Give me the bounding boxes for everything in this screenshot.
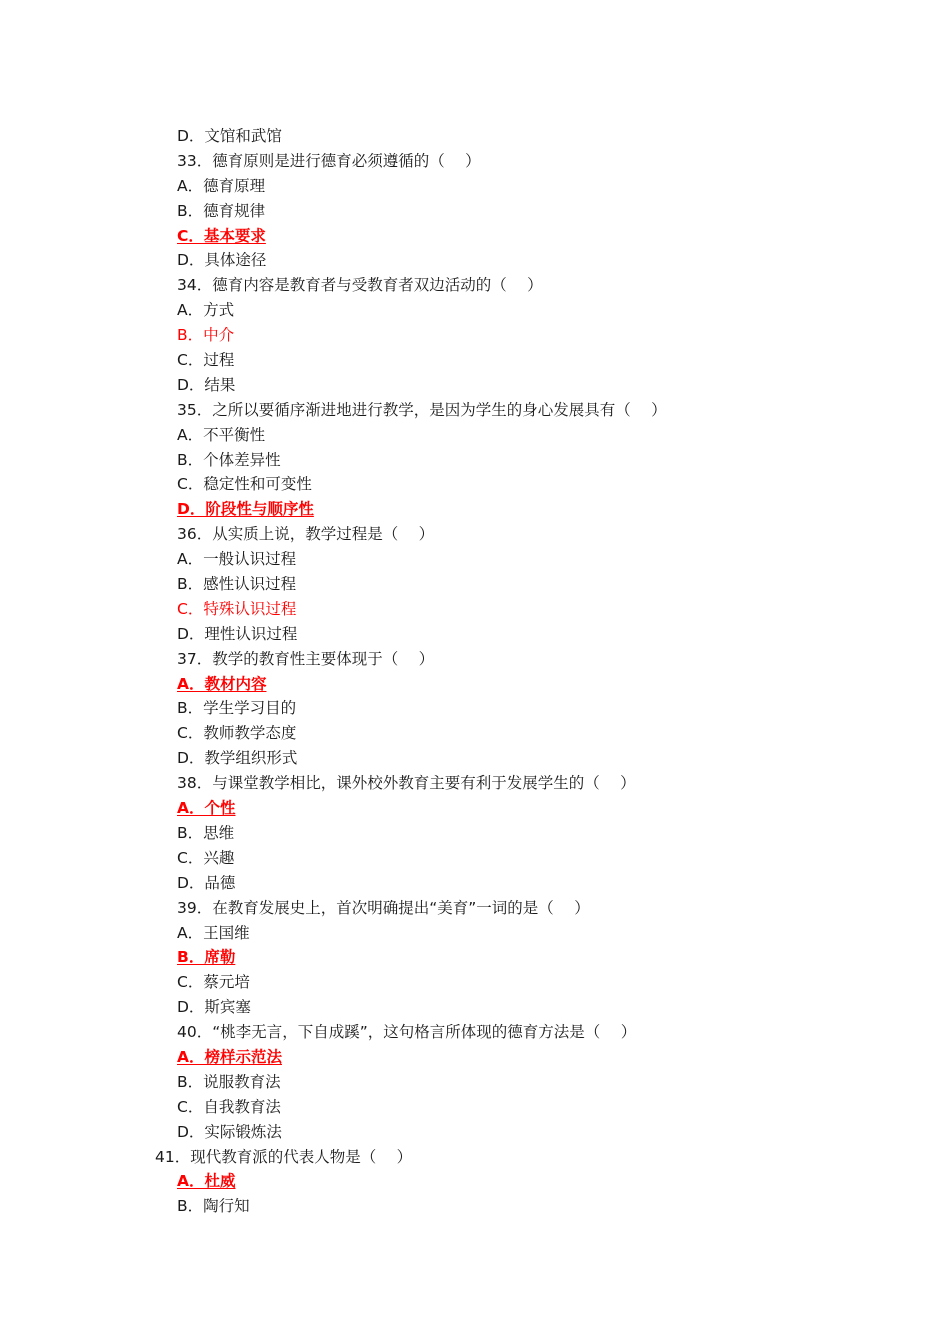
option-line: B．学生学习目的 [177,699,297,718]
option-line: A．一般认识过程 [177,550,297,569]
option-line: B．个体差异性 [177,450,281,469]
answer-option-line: C．特殊认识过程 [177,599,297,618]
option-line: B．思维 [177,823,235,842]
document-body [0,124,950,1219]
option-line: D．理性认识过程 [177,624,298,643]
option-line: C．过程 [177,351,235,370]
question-line: 34．德育内容是教育者与受教育者双边活动的（ ） [177,276,543,295]
option-line: A．不平衡性 [177,425,266,444]
question-line: 37．教学的教育性主要体现于（ ） [177,649,435,668]
option-line: D．结果 [177,375,236,394]
option-line: C．蔡元培 [177,973,250,992]
question-line: 40．“桃李无言，下自成蹊”，这句格言所体现的德育方法是（ ） [177,1023,637,1042]
answer-option-line: A．个性 [177,799,236,818]
option-line: D．实际锻炼法 [177,1122,282,1141]
option-line: A．德育原理 [177,176,266,195]
option-line: D．文馆和武馆 [177,127,282,145]
option-line: D．教学组织形式 [177,749,298,768]
option-line: B．感性认识过程 [177,575,297,594]
option-line: C．兴趣 [177,848,235,867]
option-line: A．王国维 [177,923,250,942]
option-line: B．德育规律 [177,201,266,220]
option-line: C．自我教育法 [177,1097,281,1116]
answer-option-line: D．阶段性与顺序性 [177,500,314,519]
option-line: C．稳定性和可变性 [177,475,312,494]
option-line: D．具体途径 [177,251,267,270]
question-line: 38．与课堂教学相比，课外校外教育主要有利于发展学生的（ ） [177,774,636,793]
option-line: B．陶行知 [177,1197,250,1216]
option-line: C．教师教学态度 [177,724,297,743]
answer-option-line: B．中介 [177,326,235,345]
answer-option-line: A．榜样示范法 [177,1047,282,1066]
answer-option-line: A．教材内容 [177,674,267,693]
option-line: D．斯宾塞 [177,998,251,1017]
question-line: 39．在教育发展史上，首次明确提出“美育”一词的是（ ） [177,898,590,917]
question-line: 41．现代教育派的代表人物是（ ） [155,1147,413,1166]
question-line: 35．之所以要循序渐进地进行教学，是因为学生的身心发展具有（ ） [177,400,667,419]
question-line: 33．德育原则是进行德育必须遵循的（ ） [177,151,481,170]
answer-option-line: B．席勒 [177,948,236,967]
answer-option-line: A．杜威 [177,1172,236,1191]
option-line: B．说服教育法 [177,1072,281,1091]
option-line: A．方式 [177,301,235,320]
option-line: D．品德 [177,873,236,892]
question-line: 36．从实质上说，教学过程是（ ） [177,525,435,544]
answer-option-line: C．基本要求 [177,226,266,245]
